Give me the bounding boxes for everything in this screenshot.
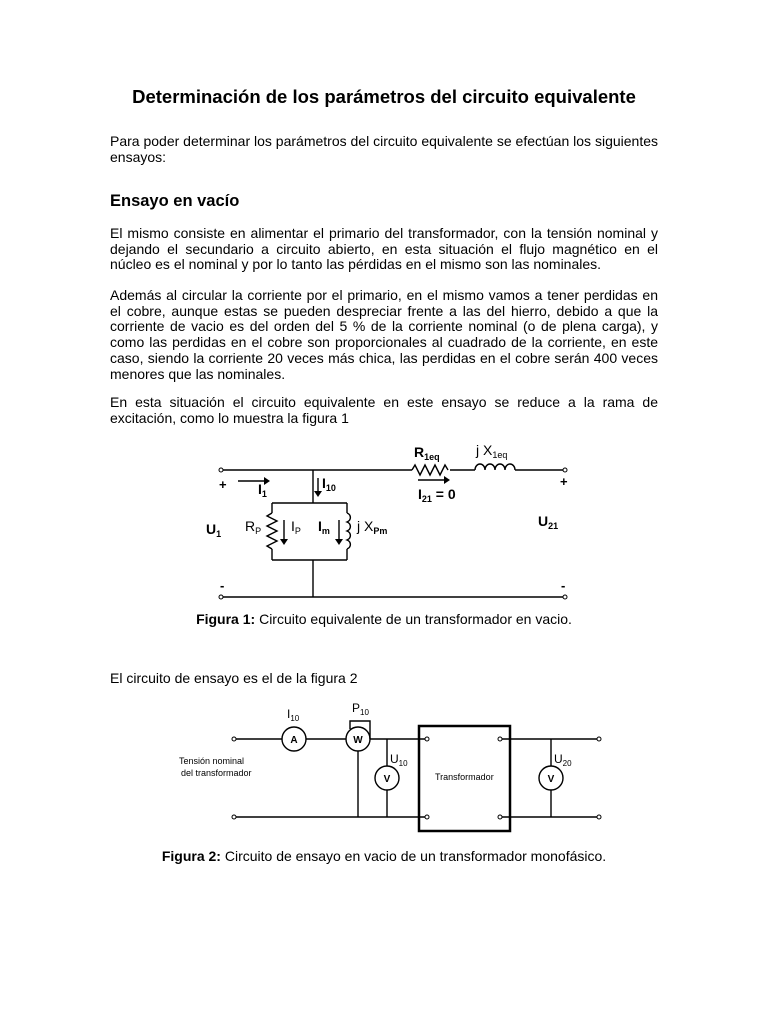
body-paragraph-3: En esta situación el circuito equivalente en este ensayo se reduce a la rama de excitación, como lo muestra la figura 1 — [110, 394, 658, 426]
fig2-p10-label: $P_{10}$ — [352, 701, 369, 717]
fig1-u21-minus: - — [561, 578, 566, 593]
body-paragraph-1: El mismo consiste en alimentar el primario del transformador, con la tensión nominal y dejando el secundario a circuito abierto, en esta situación el flujo magnético en el núcleo es el nominal y por lo tanto las pérdidas en el mismo son las nominales. — [110, 225, 658, 273]
figure-2-caption — [0, 848, 768, 864]
figure-2-lead-text: El circuito de ensayo es el de la figura 2 — [110, 670, 358, 686]
fig2-source-label-line2: del transformador — [181, 768, 252, 778]
fig1-jxpm-label: j $X_{Pm}$ — [357, 518, 388, 536]
fig1-u1-minus: - — [220, 578, 225, 593]
wattmeter-icon: W — [353, 735, 363, 746]
fig1-i1-label: $I_1$ — [258, 481, 267, 499]
fig2-u10-label: $U_{10}$ — [390, 752, 408, 768]
fig1-ip-label: $I_P$ — [291, 518, 301, 536]
fig2-transformer-label: Transformador — [435, 772, 494, 782]
figure-1-caption-text: Circuito equivalente de un transformador en vacio. — [255, 611, 572, 627]
figure-2-caption-text: Circuito de ensayo en vacio de un transformador monofásico. — [220, 848, 607, 864]
fig1-i10-label: $I_{10}$ — [322, 475, 336, 493]
fig1-u1-plus: + — [219, 477, 227, 492]
intro-paragraph: Para poder determinar los parámetros del circuito equivalente se efectúan los siguientes ensayos: — [110, 133, 658, 165]
fig1-r1eq-label: $R_{1eq}$ — [414, 444, 440, 462]
fig1-im-label: $I_m$ — [318, 518, 330, 536]
voltmeter-u20-icon: V — [547, 774, 555, 785]
section-heading: Ensayo en vacío — [110, 192, 240, 210]
figure-2-caption-label: Figura 2: — [161, 848, 221, 864]
body-paragraph-2: Además al circular la corriente por el primario, en el mismo vamos a tener perdidas en el cobre, aunque estas se pueden despreciar frente a las del hierro, debido a que la corriente de vacio es del orden del 5 % de la corriente nominal (o de plena carga), y como las perdidas en el cobre son proporcionales al cuadrado de la corriente, en este caso, siendo la corriente 20 veces más chica, las perdidas en el cobre serán 400 veces menores que las nominales. — [110, 287, 658, 382]
document-title: Determinación de los parámetros del circuito equivalente — [132, 86, 636, 107]
voltmeter-u10-icon: V — [383, 774, 391, 785]
figure-1-caption-label: Figura 1: — [196, 611, 256, 627]
fig1-i21-label: $I_{21} = 0$ — [418, 486, 456, 504]
fig1-rp-label: $R_P$ — [245, 518, 262, 536]
fig1-jx1eq-label: j $X_{1eq}$ — [476, 442, 508, 460]
ammeter-icon: A — [290, 735, 298, 746]
fig1-u21-plus: + — [560, 474, 568, 489]
fig2-u20-label: $U_{20}$ — [554, 752, 572, 768]
fig1-u1-label: $U_1$ — [206, 521, 222, 539]
fig2-source-label-line1: Tensión nominal — [179, 756, 245, 766]
fig2-i10-label: $I_{10}$ — [287, 707, 300, 723]
fig1-u21-label: $U_{21}$ — [538, 513, 559, 531]
